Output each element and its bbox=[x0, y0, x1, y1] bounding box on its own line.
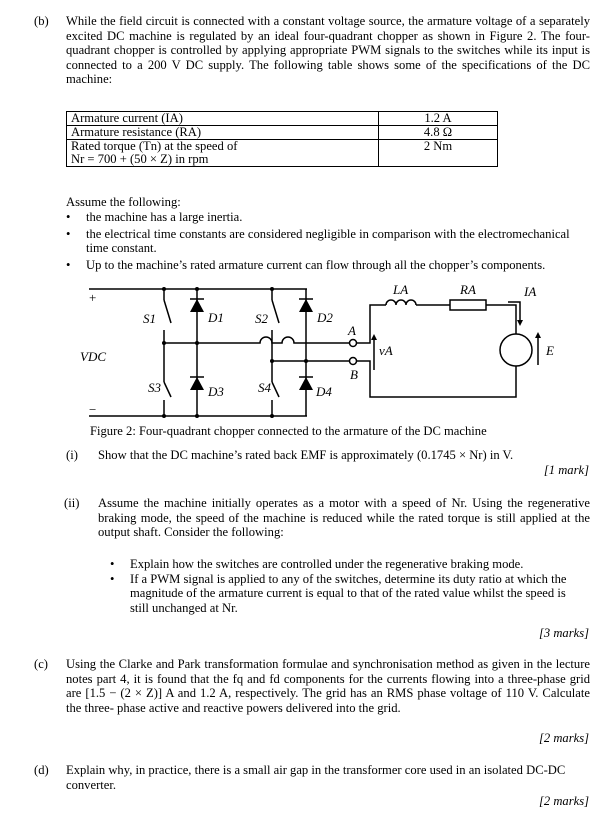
list-item: • the electrical time constants are considered negligible in comparison with the electromechanical time constant. bbox=[62, 227, 590, 256]
part-c-marks: [2 marks] bbox=[538, 731, 589, 745]
part-d-marks: [2 marks] bbox=[538, 794, 589, 808]
list-item: • Explain how the switches are controlled under the regenerative braking mode. bbox=[106, 557, 582, 572]
param-cell-line2: Nr = 700 + (50 × Z) in rpm bbox=[71, 152, 209, 166]
sub-ii-label: (ii) bbox=[64, 496, 80, 510]
d4-label: D4 bbox=[316, 384, 332, 399]
d2-label: D2 bbox=[317, 310, 333, 325]
sub-ii-marks: [3 marks] bbox=[538, 626, 589, 640]
figure-caption: Figure 2: Four-quadrant chopper connected to the armature of the DC machine bbox=[90, 424, 487, 438]
list-item: • If a PWM signal is applied to any of the switches, determine its duty ratio at which the magnitude of the armature current is equal to that of the rated value whilst the speed is still unchanged at Nr. bbox=[106, 572, 582, 616]
value-cell: 1.2 A bbox=[379, 112, 498, 126]
part-d-label: (d) bbox=[34, 763, 49, 777]
param-cell: Rated torque (Tn) at the speed of bbox=[71, 139, 238, 153]
part-d-text: Explain why, in practice, there is a small air gap in the transformer core used in an isolated DC-DC converter. bbox=[66, 763, 566, 792]
part-c-text: Using the Clarke and Park transformation formulae and synchronisation method as given in the lecture notes part 4, it is found that the fq and fd components for the currents flowing into a three-phase grid are [1.5 − (2 × Z)] A and 1.2 A, respectively. The grid has an RMS phase voltage of 110 V. Calculate the three- phase active and reactive powers delivered into the grid. bbox=[66, 657, 590, 715]
s1-label: S1 bbox=[143, 311, 156, 326]
d1-label: D1 bbox=[208, 310, 224, 325]
list-item: • the machine has a large inertia. bbox=[62, 210, 590, 225]
va-label: vA bbox=[379, 343, 393, 358]
sub-ii-text: Assume the machine initially operates as a motor with a speed of Nr. Using the regenerative braking mode, the speed of the machine is reduced while the rated torque is still applied at the output shaft. Consider the following: bbox=[98, 496, 590, 539]
d3-label: D3 bbox=[208, 384, 224, 399]
value-cell: 2 Nm bbox=[379, 140, 498, 167]
assume-heading: Assume the following: bbox=[66, 195, 181, 209]
s3-label: S3 bbox=[148, 380, 161, 395]
s2-label: S2 bbox=[255, 311, 268, 326]
list-item: • Up to the machine’s rated armature current can flow through all the chopper’s components. bbox=[62, 258, 590, 273]
minus-label: − bbox=[89, 402, 97, 417]
sub-i-text: Show that the DC machine’s rated back EMF is approximately (0.1745 × Nr) in V. bbox=[98, 448, 514, 462]
param-cell: Armature current (IA) bbox=[67, 112, 379, 126]
current-label: IA bbox=[524, 284, 537, 299]
part-b-intro: While the field circuit is connected with a constant voltage source, the armature voltage of a separately excited DC machine is regulated by an ideal four-quadrant chopper as shown in Figure 2. The four-quadrant chopper is controlled by applying appropriate PWM signals to the switches while its input is connected to a 200 V DC supply. The following table shows some of the specifications of the DC machine: bbox=[66, 14, 590, 86]
sub-i-label: (i) bbox=[66, 448, 78, 462]
s4-label: S4 bbox=[258, 380, 271, 395]
plus-label: + bbox=[89, 290, 97, 305]
param-cell: Armature resistance (RA) bbox=[67, 126, 379, 140]
sub-ii-list bbox=[106, 557, 582, 615]
terminal-a-label: A bbox=[348, 323, 356, 338]
emf-label: E bbox=[546, 343, 554, 358]
resistor-label: RA bbox=[460, 282, 476, 297]
terminal-b-label: B bbox=[350, 367, 358, 382]
value-cell: 4.8 Ω bbox=[379, 126, 498, 140]
part-c-label: (c) bbox=[34, 657, 48, 671]
sub-i-marks: [1 mark] bbox=[543, 463, 589, 477]
inductor-label: LA bbox=[393, 282, 409, 297]
part-b-label: (b) bbox=[34, 14, 49, 28]
vdc-label: VDC bbox=[80, 349, 106, 364]
